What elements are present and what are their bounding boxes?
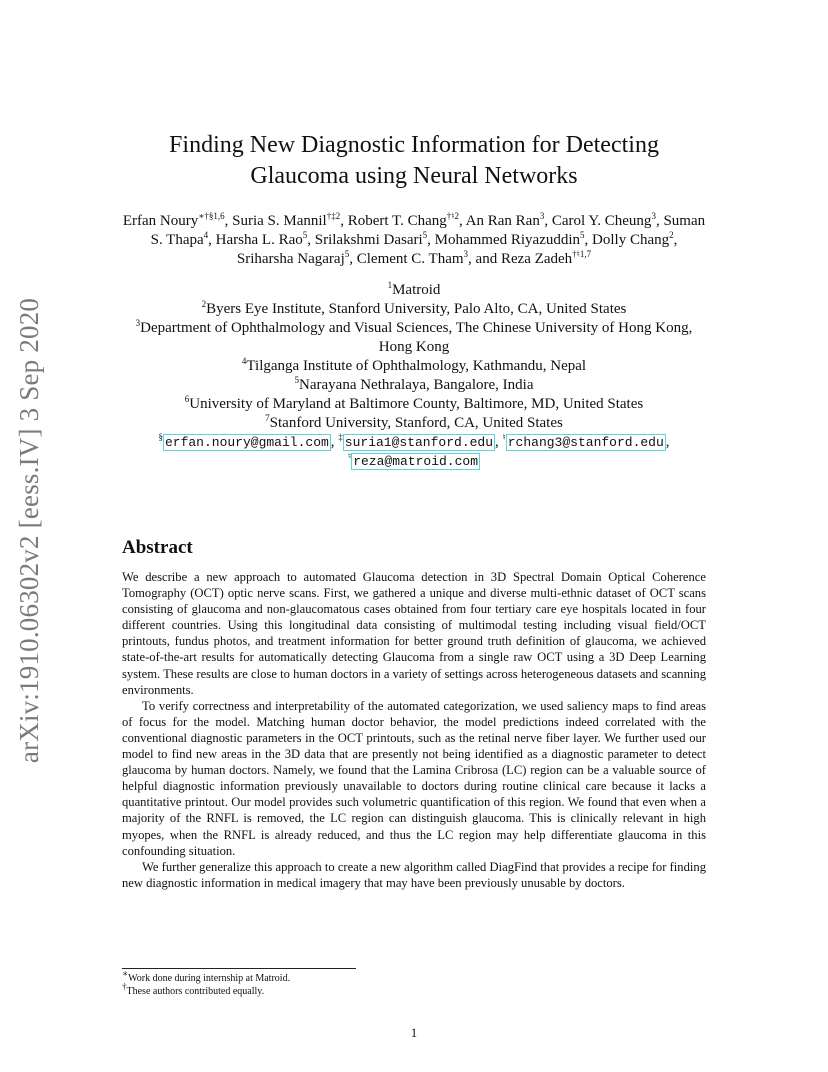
- author-affiliation-marker: 5: [344, 249, 350, 259]
- author-affiliation-marker: 5: [580, 230, 585, 240]
- affiliation-item: $^3$Department of Ophthalmology and Visual Sciences, The Chinese University of Hong Kong, Hong Kong: [135, 318, 693, 355]
- author-affiliation-marker: 3: [539, 211, 545, 221]
- email-list: § erfan.noury@gmail.com , ‡ suria1@stanford.edu , ♮ rchang3@stanford.edu , ♮ reza@matroid.com: [158, 432, 670, 469]
- email-link[interactable]: reza@matroid.com: [353, 454, 479, 469]
- abstract-paragraph-2: To verify correctness and interpretability of the automated categorization, we used saliency maps to find areas of focus for the model. Matching human doctor behavior, the model predictions indeed correlated with the conventional diagnostic parameters in the OCT printouts, such as the retinal nerve fiber layer. We further used our model to find new areas in the 3D data that are presently not being identified as a diagnostic parameter to detect glaucoma by human doctors. Namely, we found that the Lamina Cribrosa (LC) region can be a valuable source of helpful diagnostic information previously unavailable to doctors during routine clinical care because it lacks a quantitative printout. Our model provides such volumetric quantification of this region. We found that even when a majority of the RNFL is removed, the LC region can distinguish glaucoma. This is clinically relevant in high myopes, when the RNFL is already reduced, and thus the LC region may help differentiate glaucoma in this confounding situation.: [122, 698, 706, 858]
- affiliation-item: $^5$Narayana Nethralaya, Bangalore, India: [294, 375, 534, 393]
- author-name: Carol Y. Cheung: [551, 213, 652, 229]
- author-affiliation-marker: 3: [651, 211, 656, 221]
- author-affiliation-marker: 3: [463, 249, 469, 259]
- affiliation-item: $^6$University of Maryland at Baltimore County, Baltimore, MD, United States: [184, 394, 644, 412]
- arxiv-identifier: arXiv:1910.06302v2 [eess.IV] 3 Sep 2020: [14, 297, 45, 763]
- email-link[interactable]: suria1@stanford.edu: [344, 435, 494, 450]
- author-affiliation-marker: 2: [669, 230, 674, 240]
- affiliation-list: [122, 281, 706, 433]
- abstract-heading: Abstract: [122, 537, 193, 558]
- affiliation-item: $^4$Tilganga Institute of Ophthalmology, Kathmandu, Nepal: [241, 356, 587, 374]
- author-name: Sriharsha Nagaraj: [236, 251, 345, 267]
- author-name: Robert T. Chang: [347, 213, 447, 229]
- author-affiliation-marker: ∗†§1,6: [198, 211, 225, 221]
- author-name: Erfan Noury: [122, 213, 199, 229]
- arxiv-stamp: [0, 290, 60, 770]
- affiliation-item: $^7$Stanford University, Stanford, CA, United States: [265, 413, 563, 431]
- author-affiliation-marker: †‡2: [326, 211, 341, 221]
- page-number: 1: [410, 1025, 418, 1040]
- email-link[interactable]: erfan.noury@gmail.com: [164, 435, 329, 450]
- abstract-paragraph-3: We further generalize this approach to create a new algorithm called DiagFind that provides a recipe for finding new diagnostic information in medical imagery that may have been previously unusable by doctors.: [122, 859, 706, 890]
- footnotes: [122, 968, 706, 998]
- footnote-rule: [122, 968, 356, 969]
- affiliation-item: $^1$Matroid: [387, 280, 441, 298]
- author-name: Dolly Chang: [592, 232, 670, 248]
- author-affiliation-marker: †♮1,7: [572, 249, 592, 259]
- footnote-1: ∗Work done during internship at Matroid.: [122, 968, 291, 984]
- author-name: Mohammed Riyazuddin: [434, 232, 581, 248]
- author-affiliation-marker: 5: [422, 230, 428, 240]
- author-name: Suman S. Thapa: [150, 213, 706, 248]
- affiliation-item: $^2$Byers Eye Institute, Stanford University, Palo Alto, CA, United States: [201, 299, 627, 317]
- author-name: Clement C. Tham: [356, 251, 464, 267]
- abstract-section: [122, 537, 706, 891]
- author-name: Reza Zadeh: [500, 251, 573, 267]
- author-name: Harsha L. Rao: [215, 232, 303, 248]
- author-affiliation-marker: 4: [203, 230, 209, 240]
- author-affiliation-marker: †♮2: [446, 211, 459, 221]
- author-affiliation-marker: 5: [302, 230, 308, 240]
- author-name: An Ran Ran: [465, 213, 540, 229]
- affiliations: [122, 281, 706, 471]
- footnote-2: †These authors contributed equally.: [122, 981, 265, 997]
- author-name: Srilakshmi Dasari: [314, 232, 423, 248]
- paper-title: Finding New Diagnostic Information for Detecting Glaucoma using Neural Networks: [169, 132, 659, 189]
- paper-page: [122, 130, 706, 891]
- email-link[interactable]: rchang3@stanford.edu: [507, 435, 664, 450]
- author-list: Erfan Noury$^{∗\dagger\S 1,6}$, Suria S. Mannil$^{\dagger\ddagger 2}$, Robert T. Chang$^{\dagger♮2}$, An Ran Ran$^3$, Carol Y. Cheung$^3$, Suman S. Thapa$^4$, Harsha L. Rao$^5$, Srilakshmi Dasari$^5$, Mohammed Riyazuddin$^5$, Dolly Chang$^2$, Sriharsha Nagaraj$^5$, Clement C. Tham$^3$, and Reza Zadeh$^{\dagger♮1,7}$: [122, 211, 706, 267]
- abstract-paragraph-1: We describe a new approach to automated Glaucoma detection in 3D Spectral Domain Optical Coherence Tomography (OCT) optic nerve scans. First, we gathered a unique and diverse multi-ethnic dataset of OCT scans consisting of glaucoma and non-glaucomatous cases obtained from four tertiary care eye hospitals located in four different countries. Using this longitudinal data consisting of multimodal testing including visual field/OCT printouts, fundus photos, and treatment information for better ground truth definition of glaucoma, we achieved state-of-the-art results for automatically detecting Glaucoma from a single raw OCT using a 3D Deep Learning system. These results are close to human doctors in a variety of settings across heterogeneous datasets and scanning environments.: [122, 570, 706, 697]
- author-name: Suria S. Mannil: [232, 213, 327, 229]
